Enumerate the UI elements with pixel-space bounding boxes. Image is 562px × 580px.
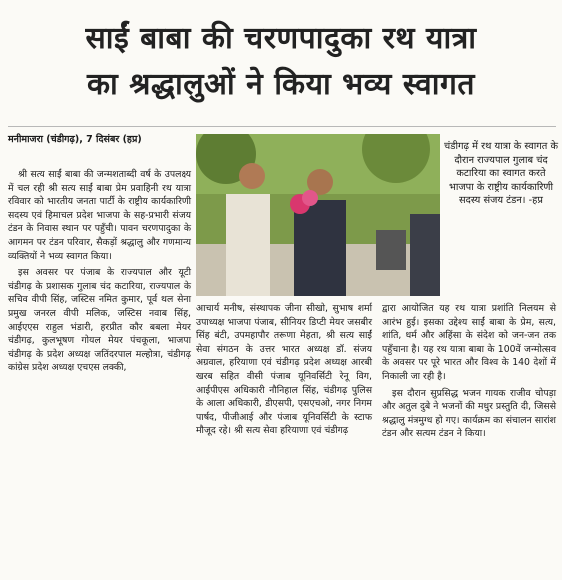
paragraph: इस दौरान सुप्रसिद्ध भजन गायक राजीव चोपड़ा और अतुल दुबे ने भजनों की मधुर प्रस्तुति दी, जिससे श्रद्धालु मंत्रमुग्ध हो गए। कार्यक्रम का संचालन सारांश टंडन और सत्यम टंडन ने किया। (382, 387, 556, 440)
article-column-2 (196, 302, 372, 441)
news-photo (196, 134, 440, 296)
article-column-1 (8, 168, 191, 378)
paragraph: इस अवसर पर पंजाब के राज्यपाल और यूटी चंडीगढ़ के प्रशासक गुलाब चंद कटारिया, राज्यपाल के सचिव वीपी सिंह, जस्टिस नमित कुमार, पूर्व थल सेना प्रमुख जनरल वीपी मलिक, जस्टिस नवाब सिंह, आईएएस राहुल भंडारी, हरप्रीत कौर बबला मेयर चंडीगढ़, कुलभूषण गोयल मेयर पंचकूला, भाजपा चंडीगढ़ के प्रदेश अध्यक्ष जतिंदरपाल मल्होत्रा, चंडीगढ़ कांग्रेस प्रदेश अध्यक्ष एचएस लक्की, (8, 267, 191, 374)
paragraph: श्री सत्य साईं बाबा की जन्मशताब्दी वर्ष के उपलक्ष्य में चल रही श्री सत्य साईं बाबा प्रेम प्रवाहिनी रथ यात्रा रविवार को भारतीय जनता पार्टी के राष्ट्रीय कार्यकारिणी सदस्य एवं हिमाचल प्रदेश भाजपा के सह-प्रभारी संजय टंडन के निवास स्थान पर पहुँची। पावन चरणपादुका के आगमन पर टंडन परिवार, सैकड़ों श्रद्धालु और गणमान्य व्यक्तियों ने भव्य स्वागत किया। (8, 169, 191, 262)
headline-line-2: का श्रद्धालुओं ने किया भव्य स्वागत (86, 67, 475, 102)
photo-caption: चंडीगढ़ में रथ यात्रा के स्वागत के दौरान राज्यपाल गुलाब चंद कटारिया का स्वागत करते भाजपा के राष्ट्रीय कार्यकारिणी सदस्य संजय टंडन। -हप्र (444, 141, 558, 206)
paragraph: आचार्य मनीष, संस्थापक जीना सीखो, सुभाष शर्मा उपाध्यक्ष भाजपा पंजाब, सीनियर डिप्टी मेयर जसबीर सिंह बंटी, उपमहापौर तरूणा मेहता, श्री सत्य साईं सेवा संगठन के उत्तर भारत अध्यक्ष डॉ. संजय अग्रवाल, हरियाणा एवं चंडीगढ़ प्रदेश अध्यक्ष आरबी खरब सहित वीसी पंजाब यूनिवर्सिटी रेनू विग, आईपीएस अधिकारी नौनिहाल सिंह, चंडीगढ़ पुलिस के आला अधिकारी, डीएसपी, एसएचओ, नगर निगम पार्षद, पीजीआई और पंजाब यूनिवर्सिटी के स्टाफ मौजूद रहे। श्री सत्य सेवा हरियाणा एवं चंडीगढ़ (196, 303, 372, 437)
divider (8, 126, 556, 127)
paragraph: द्वारा आयोजित यह रथ यात्रा प्रशांति निलयम से आरंभ हुई। इसका उद्देश्य साईं बाबा के प्रेम, सत्य, शांति, धर्म और अहिंसा के संदेश को जन-जन तक पहुँचाना है। यह रथ यात्रा बाबा के 100वें जन्मोत्सव के अवसर पर पूरे भारत और विश्व के 140 देशों में निकाली जा रही है। (382, 303, 556, 382)
article-column-3 (382, 302, 556, 444)
headline-line-1: साईं बाबा की चरणपादुका रथ यात्रा (85, 21, 477, 56)
photo-illustration (196, 134, 440, 296)
dateline: मनीमाजरा (चंडीगढ़), 7 दिसंबर (हप्र) (8, 134, 142, 145)
